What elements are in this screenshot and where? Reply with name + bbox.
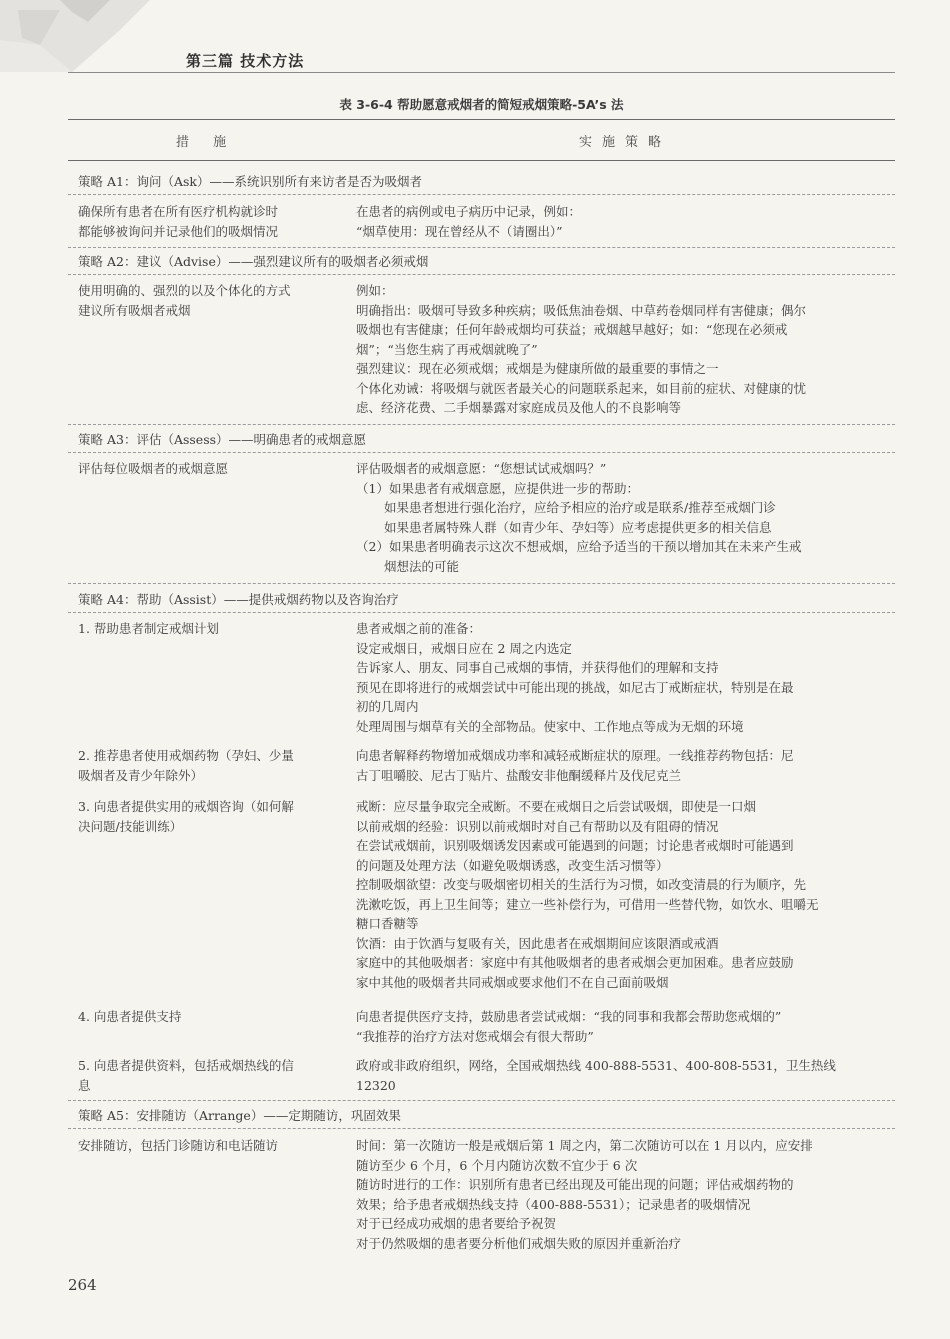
separator xyxy=(68,424,895,425)
measure-cell xyxy=(78,1056,294,1095)
strategy-a3-title: 策略 A3：评估（Assess）——明确患者的戒烟意愿 xyxy=(78,432,367,447)
strategy-a2-title: 策略 A2：建议（Advise）——强烈建议所有的吸烟者必须戒烟 xyxy=(78,254,429,269)
text-line: 家庭中的其他吸烟者：家庭中有其他吸烟者的患者戒烟会更加困难。患者应鼓励 xyxy=(356,955,794,970)
strategy-a4-title: 策略 A4：帮助（Assist）——提供戒烟药物以及咨询治疗 xyxy=(78,592,399,607)
strategy-cell xyxy=(356,797,819,992)
corner-decoration xyxy=(0,0,150,72)
table-top-rule xyxy=(68,119,895,120)
text-line: 吸烟者及青少年除外） xyxy=(78,767,204,783)
text-line: 明确指出：吸烟可导致多种疾病；吸低焦油卷烟、中草药卷烟同样有害健康；偶尔 xyxy=(356,302,807,318)
text-line: 初的几周内 xyxy=(356,699,419,714)
text-line: 建议所有吸烟者戒烟 xyxy=(78,302,191,318)
text-line: 的问题及处理方法（如避免吸烟诱惑，改变生活习惯等） xyxy=(356,857,669,873)
strategy-a5-title: 策略 A5：安排随访（Arrange）——定期随访，巩固效果 xyxy=(78,1108,401,1123)
text-line: 政府或非政府组织，网络，全国戒烟热线 400-888-5531、400-808-5531，卫生热线 xyxy=(356,1058,836,1073)
text-line: 戒断：应尽量争取完全戒断。不要在戒烟日之后尝试吸烟，即使是一口烟 xyxy=(356,799,757,814)
table-caption: 表 3-6-4 帮助愿意戒烟者的简短戒烟策略-5A’s 法 xyxy=(339,97,624,112)
strategy-cell xyxy=(356,1007,781,1046)
text-line: 2. 推荐患者使用戒烟药物（孕妇、少量 xyxy=(78,748,294,763)
strategy-a1-title: 策略 A1：询问（Ask）——系统识别所有来访者是否为吸烟者 xyxy=(78,174,422,189)
text-line: （2）如果患者明确表示这次不想戒烟，应给予适当的干预以增加其在未来产生戒 xyxy=(356,539,802,554)
text-line: 洗漱吃饭，再上卫生间等；建立一些补偿行为，可借用一些替代物，如饮水、咀嚼无 xyxy=(356,896,819,912)
text-line: 在患者的病例或电子病历中记录，例如： xyxy=(356,204,582,219)
text-line: 都能够被询问并记录他们的吸烟情况 xyxy=(78,223,279,239)
text-line: 3. 向患者提供实用的戒烟咨询（如何解 xyxy=(78,799,294,814)
text-line: 息 xyxy=(78,1077,91,1093)
text-line: 烟想法的可能 xyxy=(384,558,460,574)
text-line: 效果；给予患者戒烟热线支持（400-888-5531）；记录患者的吸烟情况 xyxy=(356,1196,751,1212)
text-line: “我推荐的治疗方法对您戒烟会有很大帮助” xyxy=(356,1028,594,1044)
text-line: 确保所有患者在所有医疗机构就诊时 xyxy=(78,204,279,219)
text-line: 时间：第一次随访一般是戒烟后第 1 周之内，第二次随访可以在 1 月以内，应安排 xyxy=(356,1138,813,1153)
text-line: 4. 向患者提供支持 xyxy=(78,1009,182,1024)
strategy-cell xyxy=(356,619,794,736)
separator xyxy=(68,274,895,275)
text-line: 设定戒烟日，戒烟日应在 2 周之内选定 xyxy=(356,640,572,656)
separator xyxy=(68,1100,895,1101)
text-line: 评估每位吸烟者的戒烟意愿 xyxy=(78,461,229,476)
text-line: 个体化劝诫：将吸烟与就医者最关心的问题联系起来，如目前的症状、对健康的忧 xyxy=(356,380,807,396)
text-line: 向患者解释药物增加戒烟成功率和减轻戒断症状的原理。一线推荐药物包括：尼 xyxy=(356,748,794,763)
text-line: 随访至少 6 个月，6 个月内随访次数不宜少于 6 次 xyxy=(356,1157,638,1173)
measure-cell xyxy=(78,797,294,836)
separator xyxy=(68,583,895,584)
measure-cell xyxy=(78,1007,181,1027)
separator xyxy=(68,452,895,453)
measure-cell xyxy=(78,619,219,639)
text-line: 吸烟也有害健康；任何年龄戒烟均可获益；戒烟越早越好；如：“您现在必须戒 xyxy=(356,322,788,337)
text-line: 家中其他的吸烟者共同戒烟或要求他们不在自己面前吸烟 xyxy=(356,974,669,990)
text-line: 对于仍然吸烟的患者要分析他们戒烟失败的原因并重新治疗 xyxy=(356,1235,682,1251)
separator xyxy=(68,247,895,248)
page-number: 264 xyxy=(68,1276,97,1294)
text-line: 烟”；“当您生病了再戒烟就晚了” xyxy=(356,341,538,357)
separator xyxy=(68,1128,895,1129)
text-line: 告诉家人、朋友、同事自己戒烟的事情，并获得他们的理解和支持 xyxy=(356,660,719,675)
column-header-measures: 措 施 xyxy=(176,135,237,150)
text-line: （1）如果患者有戒烟意愿，应提供进一步的帮助： xyxy=(356,480,639,496)
text-line: 12320 xyxy=(356,1077,396,1093)
text-line: 强烈建议：现在必须戒烟；戒烟是为健康所做的最重要的事情之一 xyxy=(356,361,719,376)
text-line: 在尝试戒烟前，识别吸烟诱发因素或可能遇到的问题；讨论患者戒烟时可能遇到 xyxy=(356,838,794,853)
measure-cell xyxy=(78,281,291,320)
strategy-cell xyxy=(356,1136,813,1253)
text-line: 处理周围与烟草有关的全部物品。使家中、工作地点等成为无烟的环境 xyxy=(356,718,744,734)
text-line: 如果患者属特殊人群（如青少年、孕妇等）应考虑提供更多的相关信息 xyxy=(384,519,772,535)
strategy-cell xyxy=(356,281,806,418)
text-line: 以前戒烟的经验：识别以前戒烟时对自己有帮助以及有阻碍的情况 xyxy=(356,818,719,834)
text-line: 如果患者想进行强化治疗，应给予相应的治疗或是联系/推荐至戒烟门诊 xyxy=(384,500,776,515)
separator xyxy=(68,194,895,195)
text-line: 控制吸烟欲望：改变与吸烟密切相关的生活行为习惯，如改变清晨的行为顺序，先 xyxy=(356,877,807,892)
header-rule xyxy=(68,72,895,73)
text-line: 随访时进行的工作：识别所有患者已经出现及可能出现的问题；评估戒烟药物的 xyxy=(356,1177,794,1192)
text-line: 虑、经济花费、二手烟暴露对家庭成员及他人的不良影响等 xyxy=(356,400,682,415)
text-line: “烟草使用：现在曾经从不（请圈出）” xyxy=(356,223,563,239)
strategy-cell xyxy=(356,746,794,785)
text-line: 1. 帮助患者制定戒烟计划 xyxy=(78,621,219,636)
chapter-title: 第三篇 技术方法 xyxy=(186,52,305,70)
strategy-cell xyxy=(356,202,581,241)
text-line: 评估吸烟者的戒烟意愿：“您想试试戒烟吗？” xyxy=(356,461,607,476)
table-header-rule xyxy=(68,160,895,161)
strategy-cell xyxy=(356,1056,836,1095)
text-line: 预见在即将进行的戒烟尝试中可能出现的挑战，如尼古丁戒断症状，特别是在最 xyxy=(356,679,794,695)
text-line: 5. 向患者提供资料，包括戒烟热线的信 xyxy=(78,1058,294,1073)
text-line: 决问题/技能训练） xyxy=(78,818,183,834)
text-line: 安排随访，包括门诊随访和电话随访 xyxy=(78,1138,279,1153)
measure-cell xyxy=(78,459,228,479)
strategy-cell xyxy=(356,459,801,576)
measure-cell xyxy=(78,1136,278,1156)
text-line: 糖口香糖等 xyxy=(356,916,419,931)
text-line: 饮酒：由于饮酒与复吸有关，因此患者在戒烟期间应该限酒或戒酒 xyxy=(356,935,719,951)
column-header-strategies: 实施策略 xyxy=(579,135,672,150)
text-line: 向患者提供医疗支持，鼓励患者尝试戒烟：“我的同事和我都会帮助您戒烟的” xyxy=(356,1009,782,1024)
text-line: 使用明确的、强烈的以及个体化的方式 xyxy=(78,283,291,298)
text-line: 例如： xyxy=(356,283,394,298)
separator xyxy=(68,612,895,613)
text-line: 患者戒烟之前的准备： xyxy=(356,621,482,636)
text-line: 对于已经成功戒烟的患者要给予祝贺 xyxy=(356,1216,557,1231)
measure-cell xyxy=(78,202,278,241)
measure-cell xyxy=(78,746,294,785)
text-line: 古丁咀嚼胶、尼古丁贴片、盐酸安非他酮缓释片及伐尼克兰 xyxy=(356,767,682,783)
